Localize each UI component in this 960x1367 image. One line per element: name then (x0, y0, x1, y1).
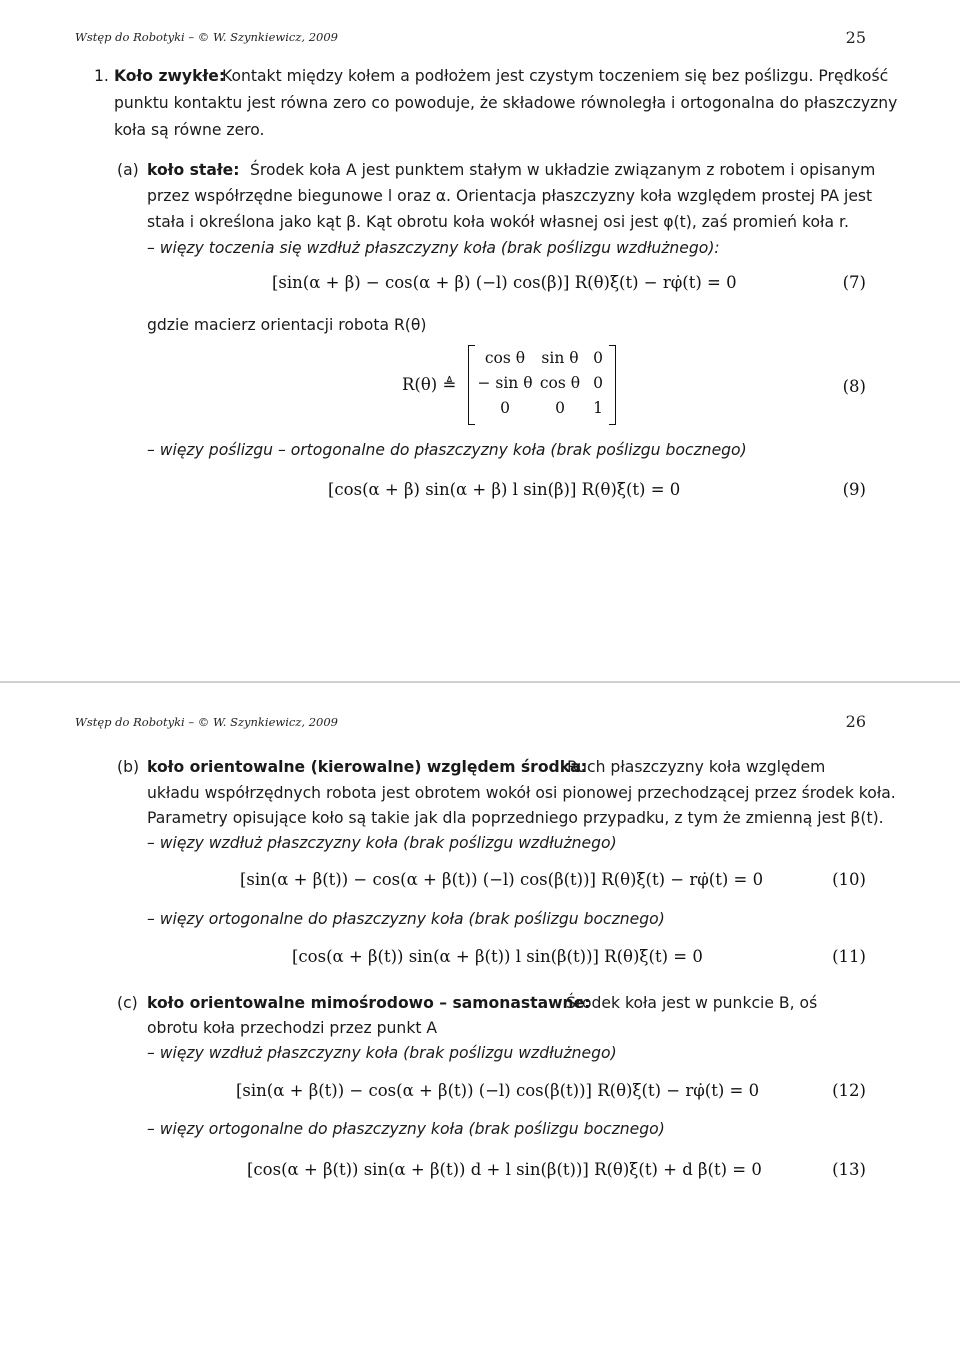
rotation-matrix (468, 345, 616, 425)
equation-12-number: (12) (832, 1081, 866, 1100)
page-divider (0, 681, 960, 683)
equation-9-number: (9) (842, 480, 866, 499)
item-c-heading: koło orientowalne mimośrodowo – samonastawne: (147, 994, 591, 1012)
matrix-cell: 1 (593, 399, 603, 417)
equation-10: [sin(α + β(t)) − cos(α + β(t)) (−l) cos(β(t))] R(θ)ξ̇(t) − rφ̇(t) = 0 (240, 870, 764, 889)
along-constraint-heading-c: – więzy wzdłuż płaszczyzny koła (brak poślizgu wzdłużnego) (147, 1044, 617, 1062)
slip-constraint-heading: – więzy poślizgu – ortogonalne do płaszczyzny koła (brak poślizgu bocznego) (147, 441, 747, 459)
matrix-cell: 0 (593, 374, 603, 392)
page-number: 26 (845, 712, 866, 731)
equation-8-lhs: R(θ) ≜ (402, 375, 457, 394)
item-1-line-1: Kontakt między kołem a podłożem jest czystym toczeniem się bez poślizgu. Prędkość (222, 67, 889, 85)
equation-7-number: (7) (842, 273, 866, 292)
running-header: Wstęp do Robotyki – © W. Szynkiewicz, 2009 (75, 30, 338, 44)
matrix-cell: cos θ (484, 349, 526, 367)
matrix-cell: − sin θ (477, 374, 533, 392)
matrix-intro: gdzie macierz orientacji robota R(θ) (147, 316, 427, 334)
page-25 (0, 0, 960, 682)
item-a-label: (a) (117, 161, 139, 179)
item-c-line-2: obrotu koła przechodzi przez punkt A (147, 1019, 438, 1037)
equation-13-number: (13) (832, 1160, 866, 1179)
matrix-row (469, 399, 615, 423)
matrix-cell: 0 (500, 399, 510, 417)
item-1-line-3: koła są równe zero. (114, 121, 265, 139)
along-constraint-heading-b: – więzy wzdłuż płaszczyzny koła (brak poślizgu wzdłużnego) (147, 834, 617, 852)
matrix-row (469, 374, 615, 398)
equation-11: [cos(α + β(t)) sin(α + β(t)) l sin(β(t))] R(θ)ξ̇(t) = 0 (292, 947, 703, 966)
rolling-constraint-heading: – więzy toczenia się wzdłuż płaszczyzny koła (brak poślizgu wzdłużnego): (147, 239, 720, 257)
equation-9: [cos(α + β) sin(α + β) l sin(β)] R(θ)ξ̇(t) = 0 (328, 480, 681, 499)
item-a-line-1: Środek koła A jest punktem stałym w układzie związanym z robotem i opisanym (250, 161, 876, 179)
matrix-cell: 0 (555, 399, 565, 417)
item-b-line-2: układu współrzędnych robota jest obrotem wokół osi pionowej przechodzącej przez środek koła. (147, 784, 896, 802)
item-b-heading: koło orientowalne (kierowalne) względem środka: (147, 758, 587, 776)
item-c-label: (c) (117, 994, 138, 1012)
matrix-cell: cos θ (539, 374, 581, 392)
equation-8-number: (8) (842, 377, 866, 396)
page-26 (0, 684, 960, 1367)
matrix-row (469, 349, 615, 373)
item-1-line-2: punktu kontaktu jest równa zero co powoduje, że składowe równoległa i ortogonalna do płaszczyzny (114, 94, 898, 112)
item-a-line-2: przez współrzędne biegunowe l oraz α. Orientacja płaszczyzny koła względem prostej PA jest (147, 187, 873, 205)
item-b-line-3: Parametry opisujące koło są takie jak dla poprzedniego przypadku, z tym że zmienną jest β(t). (147, 809, 884, 827)
equation-12: [sin(α + β(t)) − cos(α + β(t)) (−l) cos(β(t))] R(θ)ξ̇(t) − rφ̇(t) = 0 (236, 1081, 760, 1100)
item-a-heading: koło stałe: (147, 161, 240, 179)
equation-10-number: (10) (832, 870, 866, 889)
item-a-line-3: stała i określona jako kąt β. Kąt obrotu koła wokół własnej osi jest φ(t), zaś promień koła r. (147, 213, 849, 231)
page-number: 25 (845, 28, 866, 47)
equation-7: [sin(α + β) − cos(α + β) (−l) cos(β)] R(θ)ξ̇(t) − rφ̇(t) = 0 (272, 273, 737, 292)
orthogonal-constraint-heading-c: – więzy ortogonalne do płaszczyzny koła (brak poślizgu bocznego) (147, 1120, 665, 1138)
equation-11-number: (11) (832, 947, 866, 966)
item-c-line-1: Środek koła jest w punkcie B, oś (566, 994, 818, 1012)
equation-13: [cos(α + β(t)) sin(α + β(t)) d + l sin(β(t))] R(θ)ξ̇(t) + d β̇(t) = 0 (247, 1160, 762, 1179)
matrix-cell: sin θ (541, 349, 579, 367)
item-b-line-1: Ruch płaszczyzny koła względem (567, 758, 826, 776)
matrix-cell: 0 (593, 349, 603, 367)
item-1-heading: Koło zwykłe: (114, 67, 226, 85)
orthogonal-constraint-heading-b: – więzy ortogonalne do płaszczyzny koła (brak poślizgu bocznego) (147, 910, 665, 928)
running-header: Wstęp do Robotyki – © W. Szynkiewicz, 2009 (75, 715, 338, 729)
item-1-label: 1. (94, 67, 109, 85)
item-b-label: (b) (117, 758, 140, 776)
